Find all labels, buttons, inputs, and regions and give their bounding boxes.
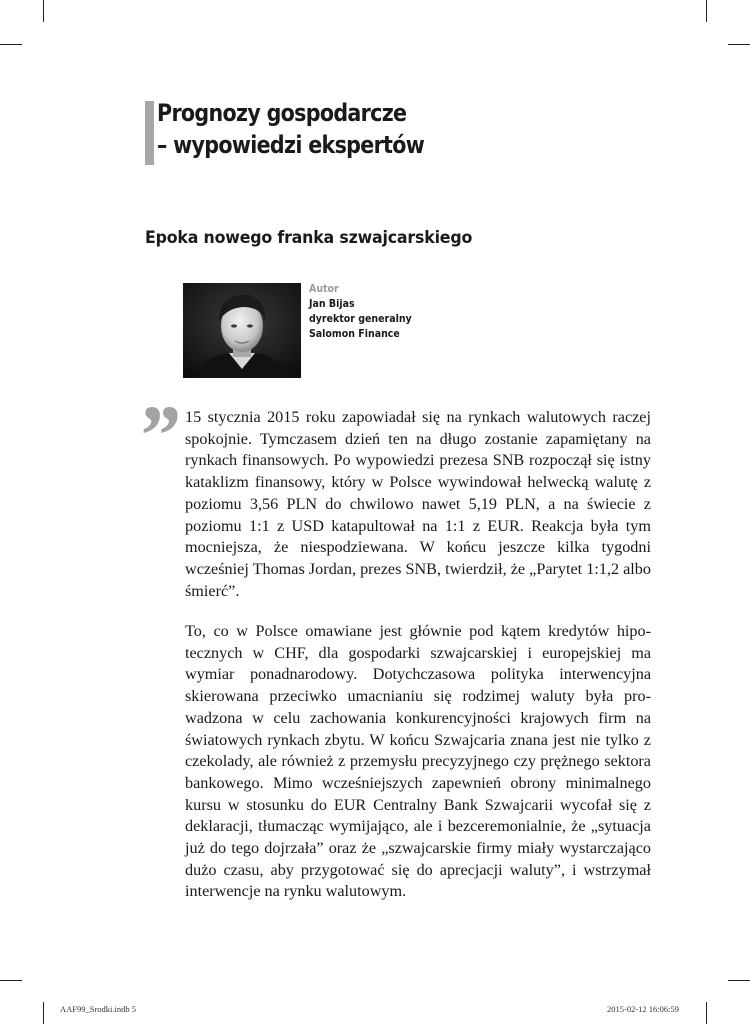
print-slug-file: AAF99_Srodki.indb 5 bbox=[60, 1004, 137, 1014]
author-photo bbox=[183, 283, 301, 378]
crop-mark-top-left bbox=[43, 0, 44, 22]
page-title-line-1: Prognozy gospodarcze bbox=[157, 99, 407, 127]
crop-mark-bottom-right bbox=[706, 1002, 707, 1024]
crop-mark-top-right bbox=[706, 0, 707, 22]
crop-mark-bottom-left bbox=[43, 1002, 44, 1024]
article-paragraph-1: 15 stycznia 2015 roku zapowiadał się na rynkach walutowych raczej spokojnie. Tymczasem dzień ten na długo zostanie zapamiętany na rynkach finansowych. Po wypowiedzi prezesa SNB rozpoczął się istny kataklizm finansowy, który w Polsce wywindował helwecką walutę z poziomu 3,56 PLN do chwilowo nawet 5,19 PLN, a na świecie z poziomu 1:1 z USD katapultował na 1:1 z EUR. Reakcja była tym mocniejsza, że niespodziewana. W końcu jeszcze kilka tygodni wcześniej Thomas Jordan, prezes SNB, twierdził, że „Parytet 1:1,2 albo śmierć”. bbox=[185, 408, 651, 600]
print-slug-timestamp: 2015-02-12 16:06:59 bbox=[607, 1004, 680, 1014]
author-company: Salomon Finance bbox=[309, 328, 400, 340]
page-title bbox=[157, 97, 424, 161]
title-accent-bar bbox=[145, 101, 154, 165]
author-info bbox=[309, 282, 412, 342]
article-subtitle: Epoka nowego franka szwajcarskiego bbox=[145, 228, 473, 248]
author-position: dyrektor generalny bbox=[309, 313, 412, 325]
crop-mark-right-top bbox=[728, 44, 750, 45]
crop-mark-right-bottom bbox=[728, 980, 750, 981]
author-name: Jan Bijas bbox=[309, 298, 355, 310]
article-paragraph-2: To, co w Polsce omawiane jest głównie pod kątem kredytów hipotecznych w CHF, dla gospodarki szwajcarskiej i europejskiej ma wymiar ponadnarodowy. Dotychczasowa polityka interwencyjna skierowana przeciwko umacnianiu się rodzimej waluty była prowadzona w celu zachowania konkurencyjności krajowych firm na światowych rynkach zbytu. W końcu Szwajcaria znana jest nie tylko z czekolady, ale również z przemysłu precyzyjnego czy prężnego sektora bankowego. Mimo wcześniejszych zapewnień obrony minimalnego kursu w stosunku do EUR Centralny Bank Szwajcarii wycofał się z deklaracji, tłumacząc wymijająco, ale i bezceremonialnie, że „sytuacja już do tego dojrzała” oraz że „szwajcarskie firmy miały wystarczająco dużo czasu, aby przygotować się do aprecjacji waluty”, i wstrzymał interwencje na rynku walutowym. bbox=[185, 622, 651, 901]
crop-mark-left-bottom bbox=[0, 980, 22, 981]
quote-mark-icon: ” bbox=[136, 387, 173, 483]
author-label: Autor bbox=[309, 283, 339, 295]
page-title-line-2: – wypowiedzi ekspertów bbox=[157, 131, 425, 159]
crop-mark-left-top bbox=[0, 44, 22, 45]
